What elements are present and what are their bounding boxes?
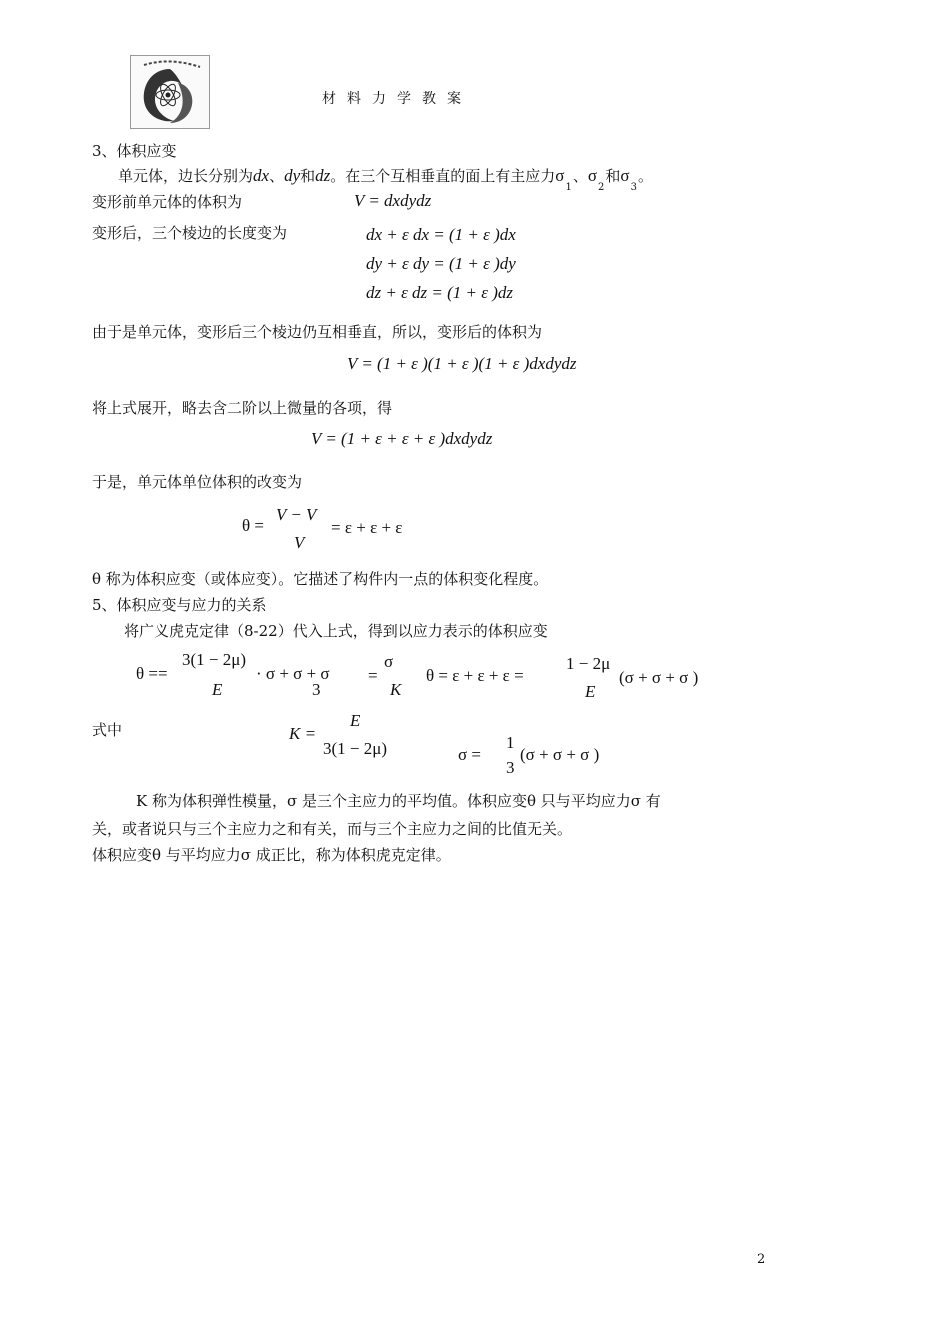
equation-sigma-m-den: 3 bbox=[506, 758, 515, 777]
equation-hooke-three: 3 bbox=[312, 680, 321, 699]
line-hooke-intro: 将广义虎克定律（8-22）代入上式，得到以应力表示的体积应变 bbox=[124, 622, 548, 640]
equation-theta-numerator: V − V bbox=[276, 505, 317, 524]
equation-hooke-equals: = bbox=[368, 666, 378, 685]
equation-hooke-lhs: θ == bbox=[136, 664, 168, 683]
equation-hooke-frac2-den: K bbox=[390, 680, 402, 699]
section-3-heading: 3、体积应变 bbox=[92, 142, 177, 160]
line-bulk-modulus-cont: 关，或者说只与三个主应力之和有关，而与三个主应力之间的比值无关。 bbox=[92, 820, 573, 838]
equation-hooke-frac1-num: 3(1 − 2μ) bbox=[182, 650, 247, 669]
equation-hooke-theta: θ = ε + ε + ε = bbox=[426, 666, 524, 685]
line-volume-after: 由于是单元体，变形后三个棱边仍互相垂直，所以，变形后的体积为 bbox=[92, 323, 543, 341]
equation-v1-sum: V = (1 + ε + ε + ε )dxdydz bbox=[311, 429, 493, 448]
equation-v1-product: V = (1 + ε )(1 + ε )(1 + ε )dxdydz bbox=[347, 354, 577, 373]
equation-volume: V = dxdydz bbox=[354, 191, 432, 210]
equation-sigma-m-tail: (σ + σ + σ ) bbox=[520, 745, 600, 764]
section-5-heading: 5、体积应变与应力的关系 bbox=[92, 596, 267, 614]
equation-k-lhs: K = bbox=[289, 724, 317, 743]
equation-sigma-m-num: 1 bbox=[506, 733, 515, 752]
equation-hooke-frac3-num: 1 − 2μ bbox=[566, 654, 611, 673]
line-after-deformation: 变形后，三个棱边的长度变为 bbox=[92, 224, 288, 242]
equation-theta-denominator: V bbox=[294, 533, 305, 552]
equation-hooke-frac2-num: σ bbox=[384, 652, 394, 671]
equation-dz: dz + ε dz = (1 + ε )dz bbox=[366, 283, 513, 302]
line-before-deformation: 变形前单元体的体积为 bbox=[92, 193, 243, 211]
equation-dy: dy + ε dy = (1 + ε )dy bbox=[366, 254, 516, 273]
university-logo bbox=[130, 55, 210, 129]
line-expand: 将上式展开，略去含二阶以上微量的各项，得 bbox=[92, 399, 393, 417]
line-volume-hooke-law: 体积应变θ 与平均应力σ 成正比，称为体积虎克定律。 bbox=[92, 846, 451, 864]
equation-dx: dx + ε dx = (1 + ε )dx bbox=[366, 225, 516, 244]
line-unit-change: 于是，单元体单位体积的改变为 bbox=[92, 473, 303, 491]
line-theta-definition: θ 称为体积应变（或体应变）。它描述了构件内一点的体积变化程度。 bbox=[92, 570, 549, 588]
line-where: 式中 bbox=[92, 721, 123, 739]
equation-hooke-tail: (σ + σ + σ ) bbox=[619, 668, 699, 687]
equation-theta-lhs: θ = bbox=[242, 516, 264, 535]
equation-hooke-frac1-den: E bbox=[212, 680, 223, 699]
equation-sigma-m-lhs: σ = bbox=[458, 745, 482, 764]
equation-k-den: 3(1 − 2μ) bbox=[323, 739, 388, 758]
equation-theta-rhs: = ε + ε + ε bbox=[331, 518, 403, 537]
equation-hooke-sum: · σ + σ + σ bbox=[256, 664, 330, 683]
paragraph-element-intro: 单元体，边长分别为dx、dy和dz。在三个互相垂直的面上有主应力$\sigma_1$、$\sigma_2$和$\sigma_3$。 bbox=[118, 166, 653, 193]
line-bulk-modulus: K 称为体积弹性模量，σ 是三个主应力的平均值。体积应变θ 只与平均应力σ 有 bbox=[136, 792, 661, 810]
equation-k-num: E bbox=[350, 711, 361, 730]
page-header-title: 材料力学教案 bbox=[322, 91, 472, 107]
equation-hooke-frac3-den: E bbox=[585, 682, 596, 701]
page-number: 2 bbox=[757, 1252, 766, 1267]
